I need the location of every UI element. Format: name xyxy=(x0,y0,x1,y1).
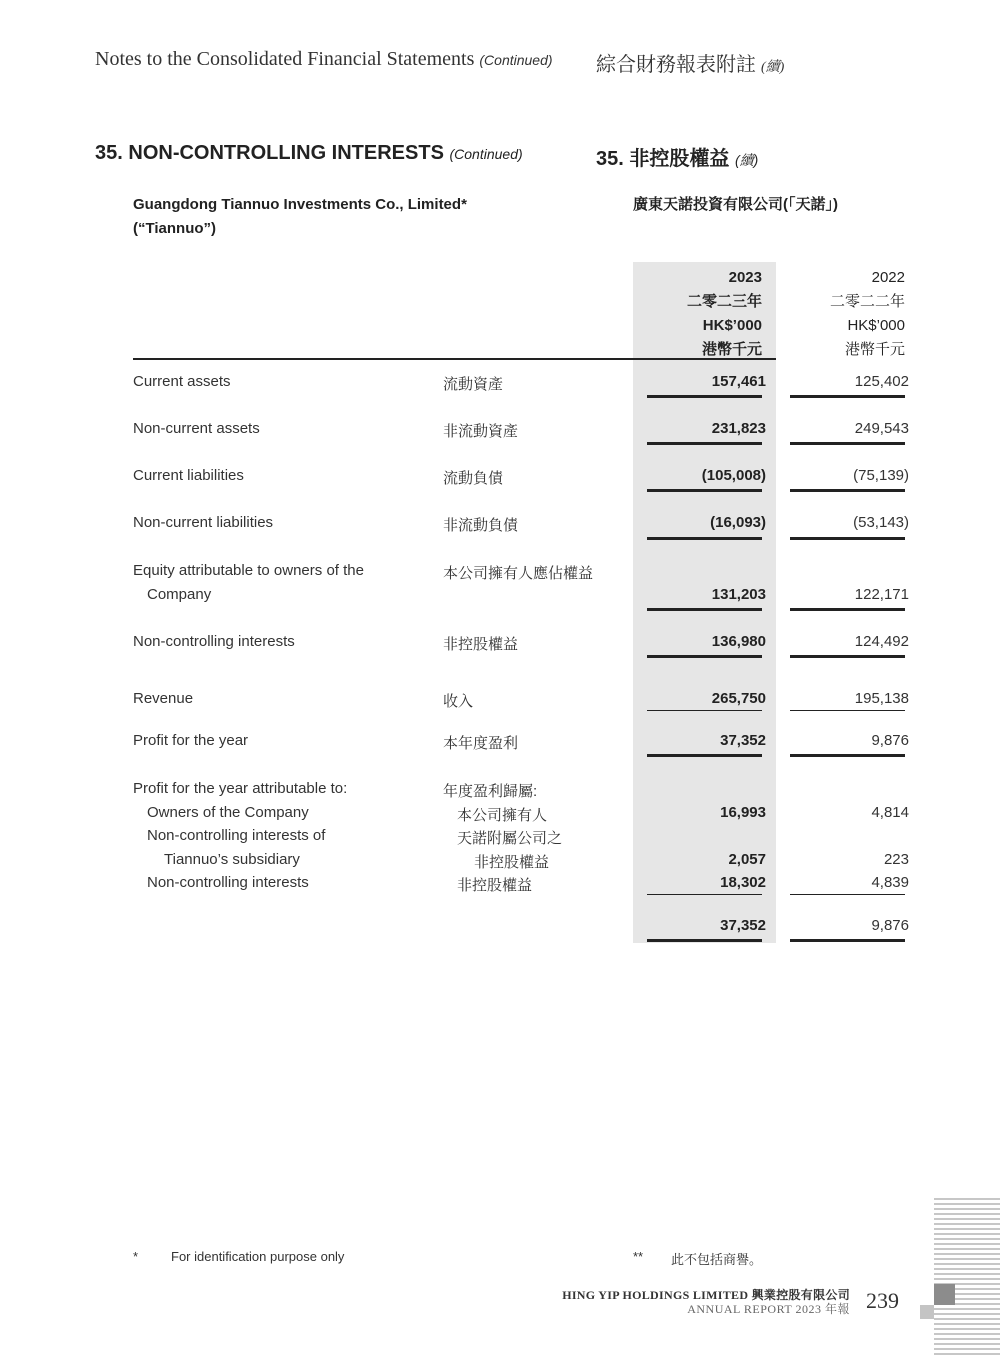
value-2022-equity: 122,171 xyxy=(854,586,909,603)
row-label-nci-subsidiary-cont: Tiannuo’s subsidiary xyxy=(164,851,300,868)
row-label-zh-nci: 非控股權益 xyxy=(443,636,519,653)
footnote-text-2: 此不包括商譽。 xyxy=(671,1252,763,1267)
row-label-equity: Equity attributable to owners of the xyxy=(133,562,364,579)
decorative-square xyxy=(934,1284,955,1305)
underline xyxy=(647,395,762,398)
row-label-zh-nci-subsidiary: 天諾附屬公司之 xyxy=(457,830,563,847)
value-2023-current-assets: 157,461 xyxy=(711,373,766,390)
value-2022-nci-subsidiary: 223 xyxy=(883,851,909,868)
value-2022-current-liabilities: (75,139) xyxy=(853,467,909,484)
row-label-zh-non-current-liabilities: 非流動負債 xyxy=(443,517,519,534)
row-label-equity-cont: Company xyxy=(147,586,212,603)
value-2022-current-assets: 125,402 xyxy=(854,373,909,390)
value-2022-non-current-assets: 249,543 xyxy=(854,420,909,437)
row-label-zh-nci-subsidiary-cont: 非控股權益 xyxy=(474,854,550,871)
footnote-text-1: For identification purpose only xyxy=(171,1249,345,1264)
value-2023-non-current-assets: 231,823 xyxy=(711,420,766,437)
entity-name-en: Guangdong Tiannuo Investments Co., Limited* (“Tiannuo”) xyxy=(133,196,467,237)
value-2023-total: 37,352 xyxy=(720,917,766,934)
footer-report: ANNUAL REPORT 2023 年報 xyxy=(687,1302,850,1316)
row-label-zh-current-liabilities: 流動負債 xyxy=(443,470,504,487)
value-2023-current-liabilities: (105,008) xyxy=(701,467,766,484)
underline-thin xyxy=(647,710,762,711)
underline-thin xyxy=(790,894,905,895)
running-header-zh: 綜合財務報表附註 (續) xyxy=(596,54,785,76)
underline xyxy=(790,537,905,540)
column-header-2023: 2023 二零二三年 HK$’000 港幣千元 xyxy=(686,269,762,358)
page-number: 239 xyxy=(866,1288,899,1313)
entity-name-zh: 廣東天諾投資有限公司(「天諾」) xyxy=(633,196,838,213)
header-rule xyxy=(133,358,776,360)
row-label-nci: Non-controlling interests xyxy=(133,633,295,650)
value-2023-non-current-liabilities: (16,093) xyxy=(710,514,766,531)
value-2022-nci: 124,492 xyxy=(854,633,909,650)
underline-thin xyxy=(647,894,762,895)
row-label-owners: Owners of the Company xyxy=(147,804,309,821)
row-label-zh-nci-other: 非控股權益 xyxy=(457,877,533,894)
underline xyxy=(790,754,905,757)
row-label-zh-equity: 本公司擁有人應佔權益 xyxy=(443,565,594,582)
decorative-square-small xyxy=(920,1305,934,1319)
row-label-non-current-assets: Non-current assets xyxy=(133,420,260,437)
underline xyxy=(790,939,905,942)
value-2022-total: 9,876 xyxy=(871,917,909,934)
row-label-current-liabilities: Current liabilities xyxy=(133,467,244,484)
underline xyxy=(647,754,762,757)
underline xyxy=(647,442,762,445)
value-2023-nci: 136,980 xyxy=(711,633,766,650)
value-2023-equity: 131,203 xyxy=(711,586,766,603)
row-label-zh-revenue: 收入 xyxy=(443,693,474,710)
value-2022-revenue: 195,138 xyxy=(854,690,909,707)
row-label-current-assets: Current assets xyxy=(133,373,231,390)
row-label-nci-other: Non-controlling interests xyxy=(147,874,309,891)
value-2023-nci-other: 18,302 xyxy=(720,874,766,891)
underline xyxy=(647,489,762,492)
underline-thin xyxy=(790,710,905,711)
underline xyxy=(790,442,905,445)
underline xyxy=(647,608,762,611)
decorative-stripes xyxy=(934,1198,1000,1357)
value-2023-profit: 37,352 xyxy=(720,732,766,749)
row-label-zh-attributable-heading: 年度盈利歸屬: xyxy=(443,783,538,800)
underline xyxy=(790,489,905,492)
row-label-profit: Profit for the year xyxy=(133,732,249,749)
underline xyxy=(647,939,762,942)
underline xyxy=(790,395,905,398)
value-2023-revenue: 265,750 xyxy=(711,690,766,707)
row-label-zh-profit: 本年度盈利 xyxy=(443,735,519,752)
row-label-non-current-liabilities: Non-current liabilities xyxy=(133,514,274,531)
value-2022-nci-other: 4,839 xyxy=(871,874,909,891)
underline xyxy=(647,655,762,658)
value-2022-profit: 9,876 xyxy=(871,732,909,749)
running-header-en: Notes to the Consolidated Financial Statements (Continued) xyxy=(95,48,553,70)
section-title-en: 35. NON-CONTROLLING INTERESTS (Continued) xyxy=(95,142,523,164)
value-2023-owners: 16,993 xyxy=(720,804,766,821)
row-label-attributable-heading: Profit for the year attributable to: xyxy=(133,780,348,797)
footnote-mark-1: * xyxy=(133,1249,139,1264)
footer-company: HING YIP HOLDINGS LIMITED 興業控股有限公司 xyxy=(562,1288,850,1302)
value-2022-non-current-liabilities: (53,143) xyxy=(853,514,909,531)
row-label-nci-subsidiary: Non-controlling interests of xyxy=(147,827,326,844)
row-label-zh-owners: 本公司擁有人 xyxy=(457,807,548,824)
underline xyxy=(790,655,905,658)
value-2023-nci-subsidiary: 2,057 xyxy=(728,851,766,868)
section-title-zh: 35. 非控股權益 (續) xyxy=(596,148,759,170)
footnote-mark-2: ** xyxy=(633,1249,644,1264)
value-2022-owners: 4,814 xyxy=(871,804,909,821)
row-label-zh-non-current-assets: 非流動資產 xyxy=(443,423,519,440)
underline xyxy=(647,537,762,540)
row-label-zh-current-assets: 流動資產 xyxy=(443,376,504,393)
underline xyxy=(790,608,905,611)
column-header-2022: 2022 二零二二年 HK$’000 港幣千元 xyxy=(829,269,905,358)
row-label-revenue: Revenue xyxy=(133,690,194,707)
